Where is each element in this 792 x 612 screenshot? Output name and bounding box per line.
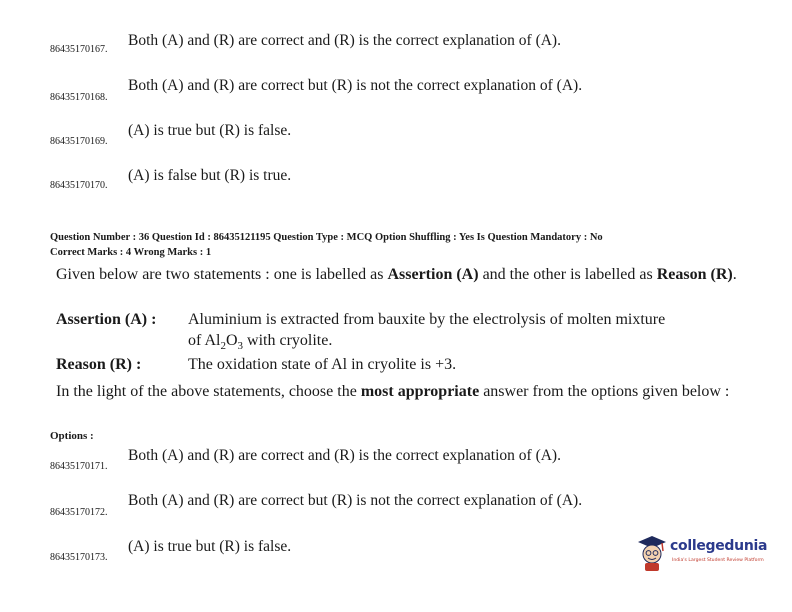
option-id: 86435170171. — [50, 461, 108, 472]
option-text: (A) is true but (R) is false. — [128, 538, 292, 555]
prompt-emphasis: most appropriate — [360, 383, 480, 400]
assertion-chem-suffix: with cryolite. — [243, 332, 333, 349]
reason-text: The oxidation state of Al in cryolite is +3. — [188, 356, 457, 373]
question-intro — [56, 264, 761, 285]
options-label: Options : — [50, 430, 94, 442]
question-meta: Question Number : 36 Question Id : 86435121195 Question Type : MCQ Option Shuffling : Yes Is Question Mandatory : No — [50, 232, 603, 243]
assertion-text-line2 — [188, 332, 332, 352]
prompt-text: answer from the options given below : — [479, 383, 730, 400]
option-text: Both (A) and (R) are correct but (R) is not the correct explanation of (A). — [128, 492, 583, 509]
intro-text: . — [732, 266, 737, 283]
reason-label — [56, 356, 141, 374]
assertion-term: Assertion (A) — [387, 266, 479, 283]
reason-label-text: Reason (R) : — [56, 356, 142, 373]
option-text: (A) is false but (R) is true. — [128, 167, 292, 184]
graduate-mascot-icon — [636, 532, 668, 572]
option-id: 86435170173. — [50, 552, 108, 563]
option-id: 86435170170. — [50, 180, 108, 191]
marks-meta: Correct Marks : 4 Wrong Marks : 1 — [50, 247, 212, 258]
collegedunia-logo — [636, 528, 766, 576]
assertion-label: Assertion (A) : — [56, 311, 157, 328]
assertion-row — [56, 311, 156, 329]
option-text: (A) is true but (R) is false. — [128, 122, 292, 139]
option-text: Both (A) and (R) are correct and (R) is the correct explanation of (A). — [128, 32, 561, 49]
assertion-text: Aluminium is extracted from bauxite by the electrolysis of molten mixture — [188, 311, 666, 328]
option-id: 86435170167. — [50, 44, 108, 55]
intro-text: and the other is labelled as — [478, 266, 657, 283]
intro-text: Given below are two statements : one is labelled as — [56, 266, 388, 283]
logo-name: collegedunia — [670, 538, 768, 554]
question-prompt — [56, 381, 761, 402]
option-text: Both (A) and (R) are correct but (R) is not the correct explanation of (A). — [128, 77, 583, 94]
option-text: Both (A) and (R) are correct and (R) is the correct explanation of (A). — [128, 447, 561, 464]
option-id: 86435170168. — [50, 92, 108, 103]
assertion-chem-prefix: of Al — [188, 332, 221, 349]
reason-term: Reason (R) — [656, 266, 733, 283]
option-id: 86435170172. — [50, 507, 108, 518]
assertion-chem-o: O — [225, 332, 238, 349]
subscript: 2 — [220, 340, 226, 353]
prompt-text: In the light of the above statements, choose the — [56, 383, 361, 400]
subscript: 3 — [237, 340, 244, 353]
logo-tagline: India's Largest Student Review Platform — [672, 558, 764, 563]
option-id: 86435170169. — [50, 136, 108, 147]
